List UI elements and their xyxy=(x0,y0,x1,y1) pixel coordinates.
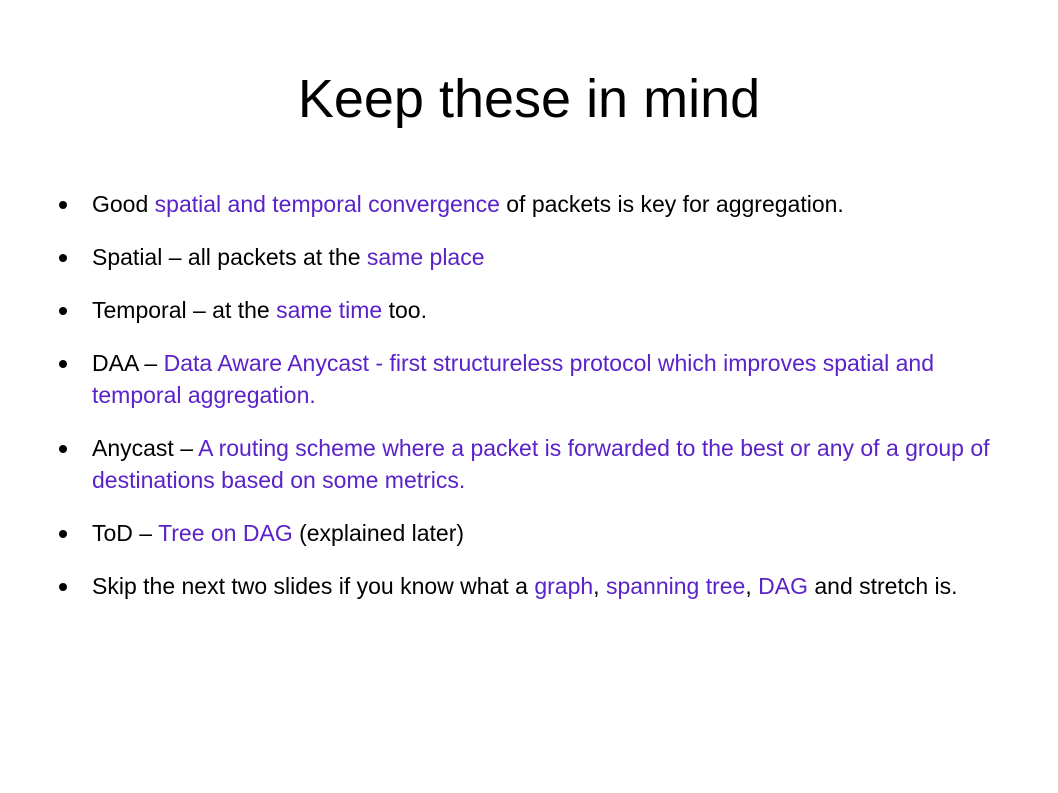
highlighted-term: graph xyxy=(534,573,594,599)
bullet-dot-icon xyxy=(59,583,67,591)
bullet-item xyxy=(56,294,1016,326)
bullet-dot-icon xyxy=(59,201,67,209)
bullet-dot-icon xyxy=(59,254,67,262)
highlighted-term: Data Aware Anycast - first structureless protocol which improves spatial and temporal aggregation. xyxy=(92,350,935,408)
bullet-list xyxy=(56,188,1016,623)
bullet-item xyxy=(56,241,1016,273)
bullet-item xyxy=(56,570,1016,602)
text-segment: DAA – xyxy=(92,350,164,376)
highlighted-term: same time xyxy=(276,297,383,323)
highlighted-term: spanning tree xyxy=(605,573,746,599)
highlighted-term: Tree on DAG xyxy=(158,520,293,546)
text-segment: Skip the next two slides if you know what a xyxy=(92,573,535,599)
text-segment: Anycast – xyxy=(92,435,199,461)
highlighted-term: DAG xyxy=(758,573,808,599)
highlighted-term: A routing scheme where a packet is forwarded to the best or any of a group of destinations based on some metrics. xyxy=(92,435,990,493)
bullet-item xyxy=(56,432,1016,496)
bullet-text xyxy=(92,191,844,217)
bullet-text xyxy=(92,520,464,546)
text-segment: and stretch is. xyxy=(807,573,958,599)
bullet-item xyxy=(56,517,1016,549)
text-segment: Good xyxy=(92,191,155,217)
bullet-dot-icon xyxy=(59,530,67,538)
bullet-item xyxy=(56,188,1016,220)
highlighted-term: spatial and temporal convergence xyxy=(154,191,500,217)
text-segment: , xyxy=(745,573,759,599)
text-segment: Spatial – all packets at the xyxy=(92,244,367,270)
bullet-dot-icon xyxy=(59,445,67,453)
slide-title: Keep these in mind xyxy=(297,69,761,129)
bullet-text xyxy=(92,435,990,493)
bullet-text xyxy=(92,244,485,270)
text-segment: ToD – xyxy=(92,520,159,546)
bullet-text xyxy=(92,573,958,599)
text-segment: of packets is key for aggregation. xyxy=(499,191,844,217)
bullet-item xyxy=(56,347,1016,411)
bullet-text xyxy=(92,350,934,408)
bullet-dot-icon xyxy=(59,360,67,368)
text-segment: too. xyxy=(382,297,427,323)
text-segment: Temporal – at the xyxy=(92,297,277,323)
bullet-text xyxy=(92,297,427,323)
text-segment: , xyxy=(593,573,606,599)
bullet-dot-icon xyxy=(59,307,67,315)
highlighted-term: same place xyxy=(366,244,485,270)
text-segment: (explained later) xyxy=(292,520,465,546)
